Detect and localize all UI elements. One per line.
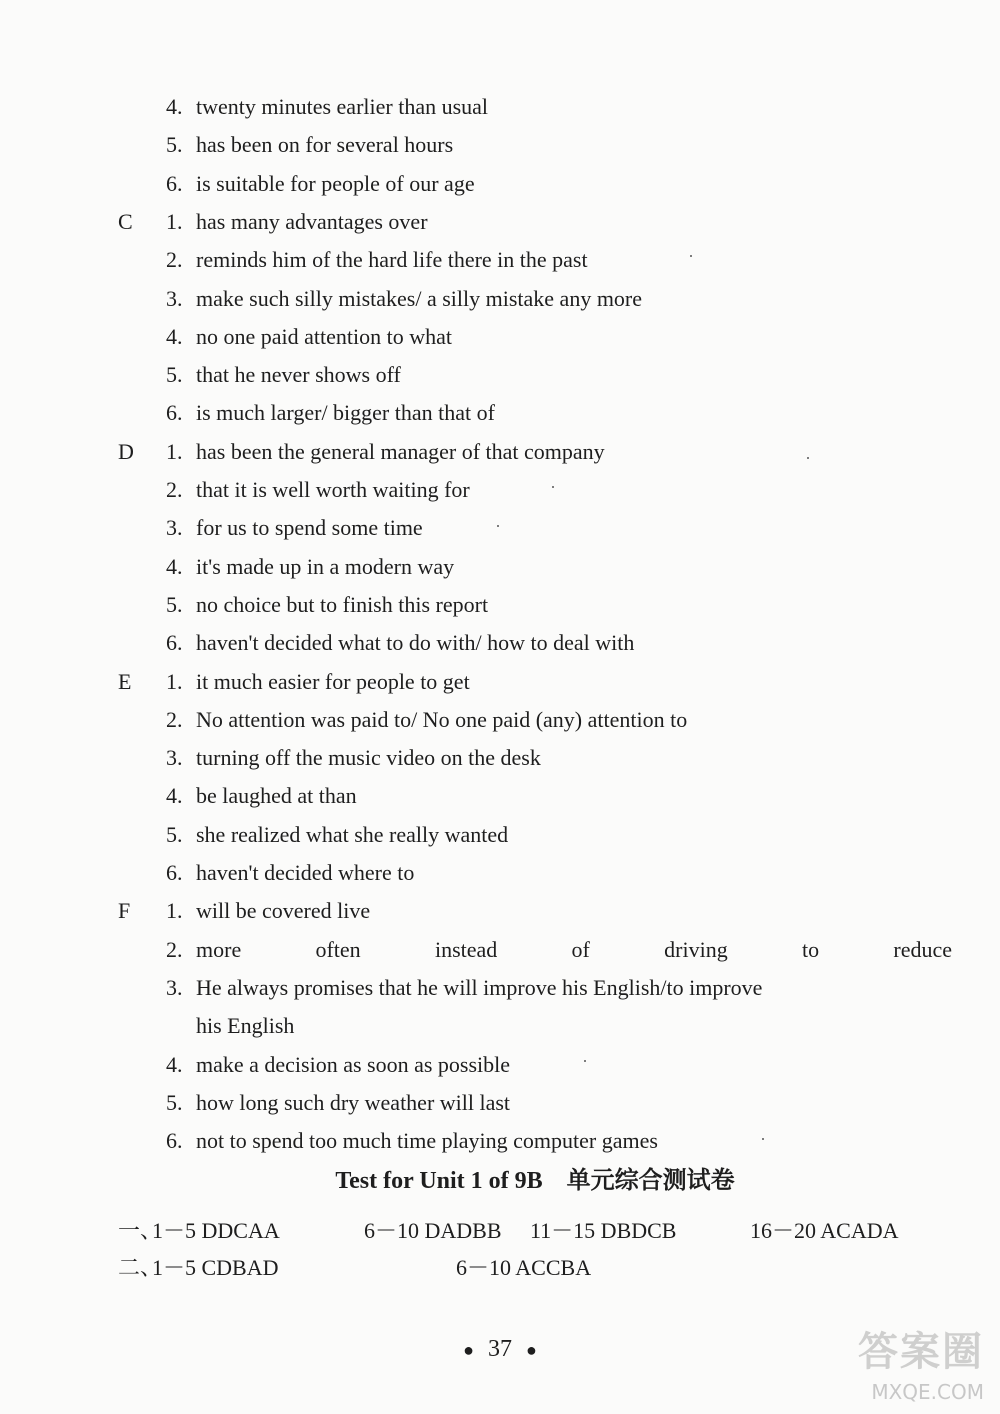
item-number: 6. xyxy=(166,860,183,885)
watermark xyxy=(840,1316,990,1406)
item-number: 6. xyxy=(166,170,183,196)
part2-group-1: 1－5 CDBAD xyxy=(152,1255,279,1280)
answer-row xyxy=(0,394,1000,432)
item-number: 1. xyxy=(166,438,183,464)
part2-group-2: 6－10 ACCBA xyxy=(456,1255,592,1280)
scan-speck xyxy=(807,457,809,459)
watermark-logo-text: 答案圈 xyxy=(858,1329,984,1375)
item-text: He always promises that he will improve his English/to improve xyxy=(196,974,763,1000)
item-text: that it is well worth waiting for xyxy=(196,477,470,502)
part1-group-2: 6－10 DADBB xyxy=(364,1218,502,1243)
item-number: 3. xyxy=(166,515,183,541)
item-number: 6. xyxy=(166,400,183,426)
item-text: it much easier for people to get xyxy=(196,668,470,694)
item-text: not to spend too much time playing computer games xyxy=(196,1128,658,1154)
answer-row xyxy=(0,1007,1000,1045)
scan-speck xyxy=(552,486,554,488)
item-text: be laughed at than xyxy=(196,783,357,809)
item-text: turning off the music video on the desk xyxy=(196,745,541,771)
answer-row xyxy=(0,777,1000,815)
part1-group-3: 11－15 DBDCB xyxy=(530,1218,677,1243)
answer-row xyxy=(0,433,1000,471)
part1-group-1: 1－5 DDCAA xyxy=(152,1218,280,1243)
item-number: 4. xyxy=(166,323,183,349)
part1-group-4: 16－20 ACADA xyxy=(750,1218,899,1243)
item-number: 2. xyxy=(166,706,183,732)
item-number: 4. xyxy=(166,783,183,809)
bullet-icon: ● xyxy=(463,1339,474,1360)
answer-row xyxy=(0,1084,1000,1122)
section-letter: F xyxy=(118,898,131,924)
scan-speck xyxy=(497,525,499,527)
item-text: has many advantages over xyxy=(196,208,428,234)
item-number: 4. xyxy=(166,1051,183,1077)
item-text: no one paid attention to what xyxy=(196,323,452,349)
item-number: 1. xyxy=(166,208,183,234)
answer-row xyxy=(0,318,1000,356)
answer-row xyxy=(0,203,1000,241)
answer-row xyxy=(0,816,1000,854)
item-text: make a decision as soon as possible xyxy=(196,1051,511,1077)
bullet-icon: ● xyxy=(526,1339,537,1360)
section-letter: D xyxy=(118,438,134,464)
answer-row xyxy=(0,548,1000,586)
item-text: his English xyxy=(196,1013,295,1039)
item-number: 2. xyxy=(166,247,183,273)
answer-row xyxy=(0,892,1000,930)
item-number: 6. xyxy=(166,630,183,656)
answer-row xyxy=(0,1122,1000,1160)
scan-speck xyxy=(584,1060,586,1062)
test-title: Test for Unit 1 of 9B 单元综合测试卷 xyxy=(335,1168,735,1194)
item-text: will be covered live xyxy=(196,898,371,924)
answer-row xyxy=(0,165,1000,203)
item-number: 5. xyxy=(166,1089,183,1115)
item-number: 4. xyxy=(166,553,183,579)
answer-row xyxy=(0,241,1000,279)
item-text: how long such dry weather will last xyxy=(196,1089,511,1115)
answer-row xyxy=(0,586,1000,624)
section-letter: C xyxy=(118,208,133,234)
item-text: no choice but to finish this report xyxy=(196,591,489,617)
answer-row xyxy=(0,931,1000,969)
section-letter: E xyxy=(118,668,132,694)
item-text: haven't decided where to xyxy=(196,860,415,885)
item-number: 1. xyxy=(166,668,183,694)
answer-row xyxy=(0,88,1000,126)
item-number: 5. xyxy=(166,821,183,847)
item-text: has been the general manager of that company xyxy=(196,438,605,464)
item-number: 6. xyxy=(166,1128,183,1154)
answer-row xyxy=(0,739,1000,777)
item-text: reminds him of the hard life there in the past xyxy=(196,247,588,273)
item-number: 5. xyxy=(166,362,183,388)
answer-row xyxy=(0,663,1000,701)
watermark-url: MXQE.COM xyxy=(871,1380,984,1404)
item-number: 3. xyxy=(166,745,183,771)
answer-row xyxy=(0,701,1000,739)
item-text: make such silly mistakes/ a silly mistake any more xyxy=(196,285,643,311)
item-number: 3. xyxy=(166,285,183,311)
item-text: has been on for several hours xyxy=(196,132,454,158)
item-text: is much larger/ bigger than that of xyxy=(196,400,495,426)
answer-row xyxy=(0,624,1000,662)
item-text: is suitable for people of our age xyxy=(196,170,475,196)
scan-speck xyxy=(690,255,692,257)
item-number: 3. xyxy=(166,974,183,1000)
answer-row xyxy=(0,1046,1000,1084)
answer-row xyxy=(0,471,1000,509)
answer-row xyxy=(0,969,1000,1007)
scan-speck xyxy=(762,1138,764,1140)
item-text: No attention was paid to/ No one paid (any) attention to xyxy=(196,706,688,732)
item-number: 5. xyxy=(166,591,183,617)
answer-row xyxy=(0,356,1000,394)
answer-row xyxy=(0,854,1000,892)
answer-row xyxy=(0,280,1000,318)
answer-row xyxy=(0,126,1000,164)
item-text: it's made up in a modern way xyxy=(196,553,455,579)
item-text: that he never shows off xyxy=(196,362,401,388)
item-text: more often instead of driving to reduce xyxy=(196,936,952,962)
item-number: 2. xyxy=(166,936,183,962)
answer-row xyxy=(0,509,1000,547)
item-text: haven't decided what to do with/ how to deal with xyxy=(196,630,635,656)
item-number: 5. xyxy=(166,132,183,158)
item-number: 2. xyxy=(166,477,183,502)
item-number: 1. xyxy=(166,898,183,924)
item-text: she realized what she really wanted xyxy=(196,821,509,847)
page-number: 37 xyxy=(488,1336,512,1362)
item-text: for us to spend some time xyxy=(196,515,423,541)
part2-label: 二、 xyxy=(118,1255,163,1280)
item-number: 4. xyxy=(166,94,183,119)
item-text: twenty minutes earlier than usual xyxy=(196,94,489,119)
part1-label: 一、 xyxy=(118,1218,163,1243)
